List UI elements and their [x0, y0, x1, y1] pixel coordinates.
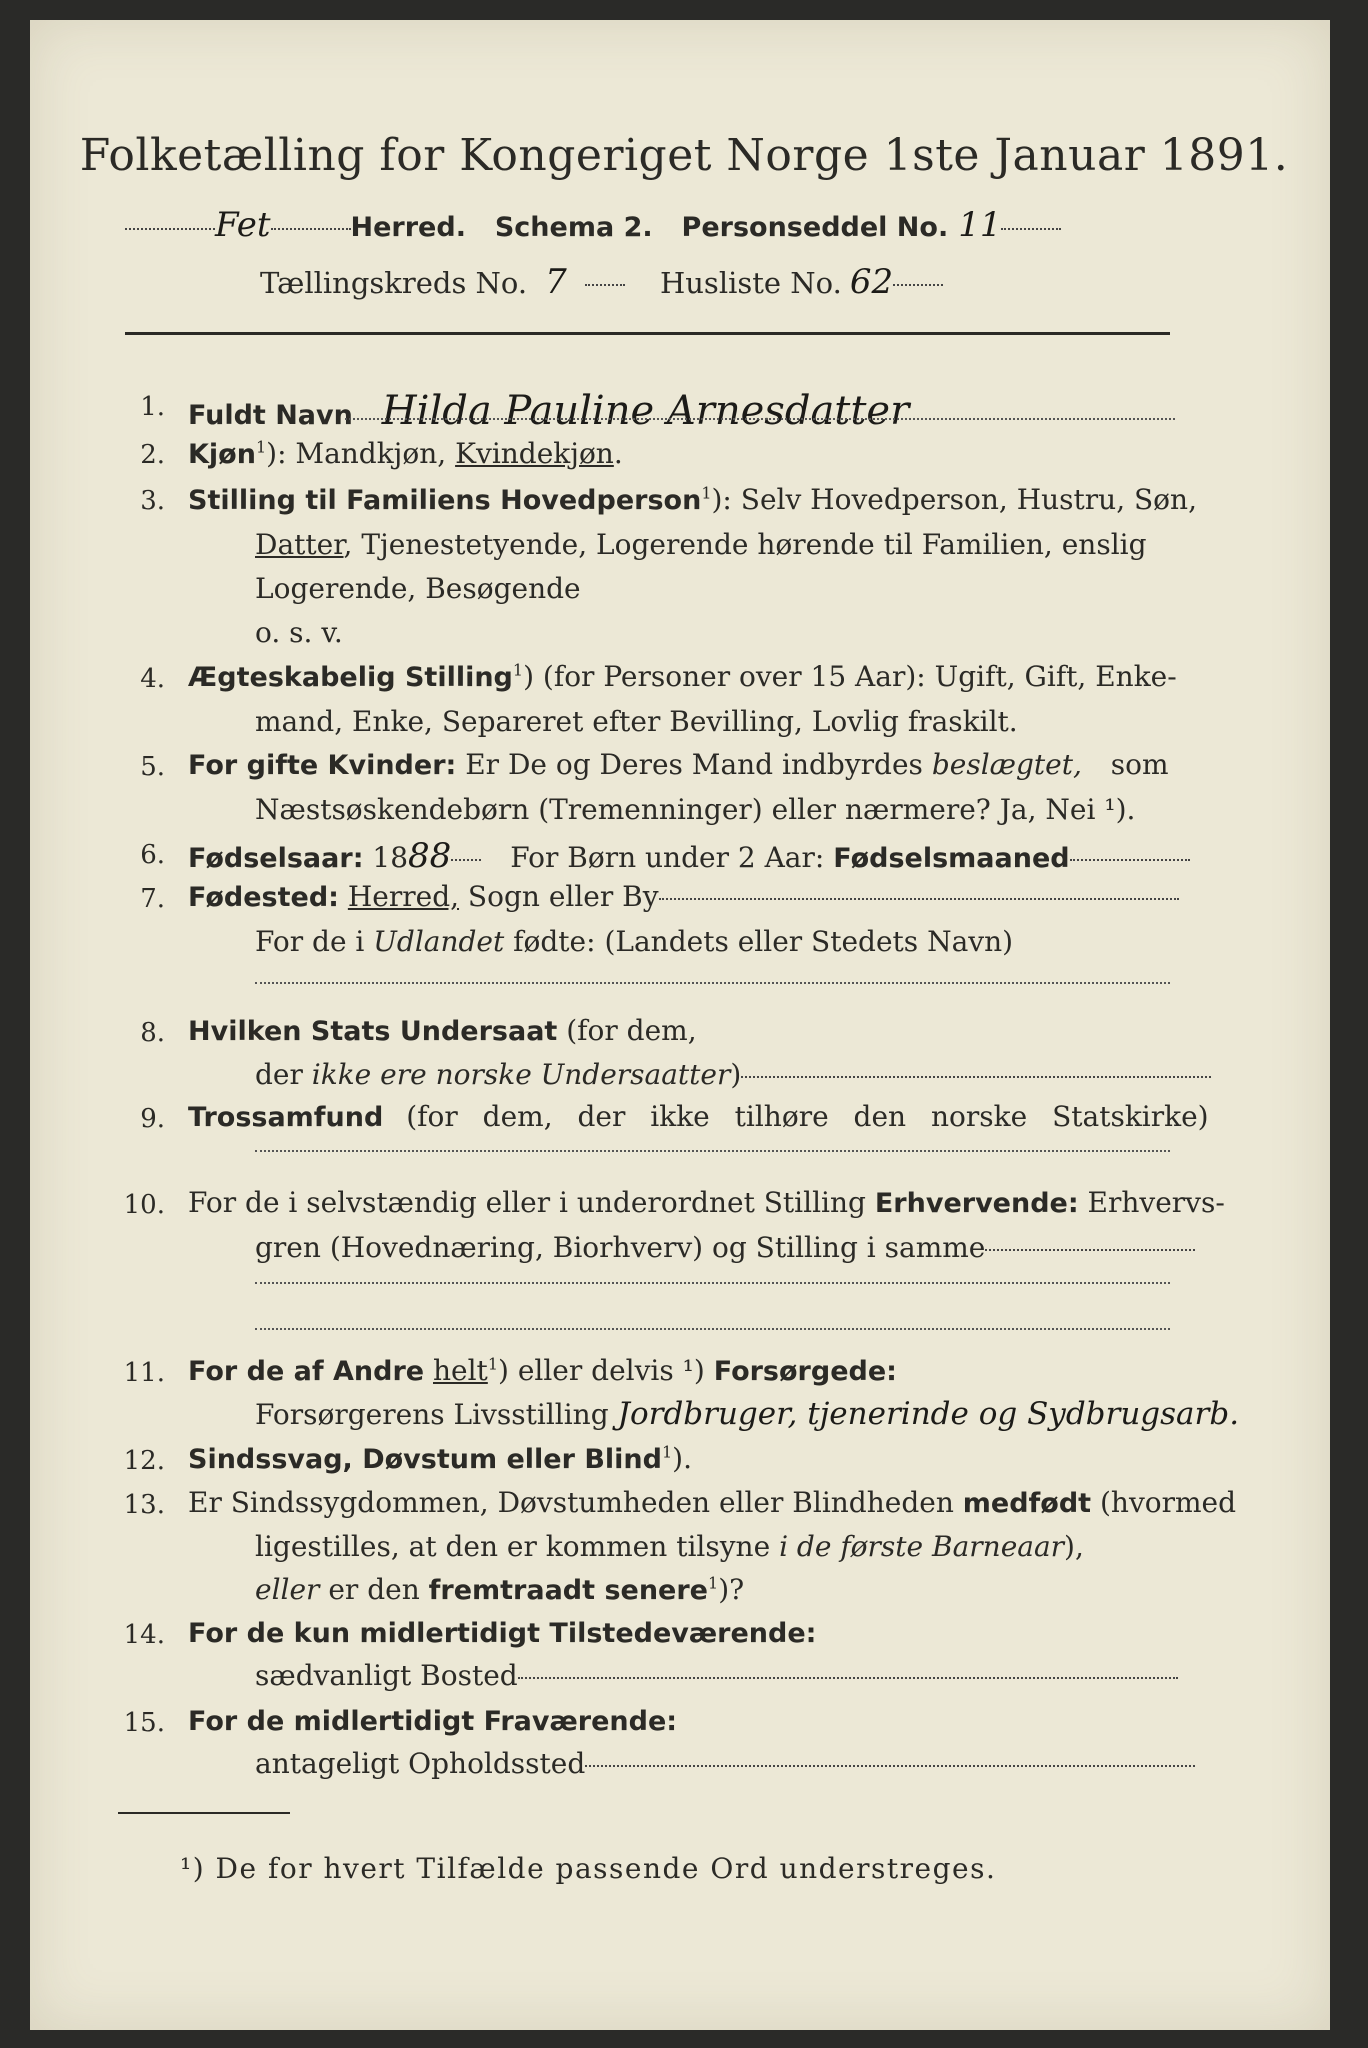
- header-line-2: [260, 262, 943, 302]
- fremtraadt-bold: fremtraadt senere: [428, 1575, 708, 1606]
- item-5-line-1: [188, 748, 1169, 781]
- item-7-line-1: [188, 880, 1179, 913]
- stilling-options-2: , Tjenestetyende, Logerende hørende til Familien, enslig: [343, 528, 1147, 561]
- undersaat-text: (for dem,: [566, 1014, 697, 1047]
- item-number: 15.: [123, 1708, 165, 1738]
- item-14-line-2: [255, 1659, 1178, 1692]
- barneaar-italic: i de første Barneaar: [779, 1530, 1065, 1563]
- fodselsaar-value: 88: [408, 836, 452, 876]
- erhverv-text-a: For de i selvstændig eller i underordnet Stilling: [188, 1186, 866, 1219]
- fravaerende-label: For de midlertidigt Fraværende:: [188, 1706, 678, 1737]
- erhverv-text-b: Erhvervs-: [1087, 1186, 1225, 1219]
- item-12: Sindssvag, Døvstum eller Blind$^1$).: [188, 1442, 692, 1475]
- item-number: 14.: [123, 1620, 165, 1650]
- item-11-line-2: [255, 1396, 1239, 1432]
- beslaegtet-text: beslægtet,: [931, 748, 1082, 781]
- item-8-line-1: [188, 1014, 697, 1047]
- item-number: 9.: [140, 1104, 165, 1134]
- item-15-line-1: [188, 1704, 677, 1737]
- dotted-leader: [659, 898, 1179, 900]
- udland-italic: Udlandet: [373, 925, 505, 958]
- herred-value: Fet: [215, 205, 271, 245]
- item-4-line-1: Ægteskabelig Stilling$^1$) (for Personer over 15 Aar): Ugift, Gift, Enke-: [188, 660, 1177, 693]
- gifte-kvinder-text: Er De og Deres Mand indbyrdes: [465, 748, 923, 781]
- dotted-line: [255, 1282, 1170, 1284]
- item-6: [188, 836, 1190, 876]
- undersaat-text-a: der: [255, 1058, 303, 1091]
- fodested-label: Fødested:: [188, 882, 339, 913]
- forsorgede-label-b: Forsørgede:: [713, 1356, 897, 1387]
- aegteskab-label: Ægteskabelig Stilling: [188, 662, 513, 693]
- taellingskreds-value: 7: [545, 262, 567, 302]
- item-2: Kjøn$^1$): Mandkjøn, Kvindekjøn.: [188, 437, 623, 470]
- item-11-line-1: For de af Andre helt$^1$) eller delvis ¹) Forsørgede:: [188, 1354, 897, 1387]
- item-number: 5.: [140, 752, 165, 782]
- item-13-line-1: [188, 1486, 1236, 1519]
- herred-label: Herred.: [350, 212, 466, 243]
- item-number: 3.: [140, 486, 165, 516]
- erhvervende-label: Erhvervende:: [874, 1188, 1079, 1219]
- item-3-line-3: Logerende, Besøgende: [255, 572, 581, 605]
- item-13-line-3: eller er den fremtraadt senere$^1$)?: [255, 1573, 745, 1606]
- livsstilling-label: Forsørgerens Livsstilling: [255, 1398, 609, 1431]
- item-number: 1.: [140, 392, 165, 422]
- footnote-divider: [118, 1812, 290, 1814]
- gifte-kvinder-end: som: [1110, 748, 1169, 781]
- erhverv-line-2: gren (Hovednæring, Biorhverv) og Stilling i samme: [255, 1231, 986, 1264]
- kjon-end: .: [613, 437, 623, 470]
- item-3-line-2: [255, 528, 1147, 561]
- husliste-label: Husliste No.: [659, 266, 842, 300]
- header-divider: [125, 332, 1170, 335]
- eller-italic: eller: [255, 1573, 320, 1606]
- item-8-line-2: [255, 1058, 1211, 1091]
- form-title: Folketælling for Kongeriget Norge 1ste Januar 1891.: [79, 130, 1289, 181]
- gifte-kvinder-label: For gifte Kvinder:: [188, 750, 457, 781]
- aegteskab-options: ) (for Personer over 15 Aar): Ugift, Gift, Enke-: [523, 660, 1177, 693]
- item-3-line-1: Stilling til Familiens Hovedperson$^1$): Selv Hovedperson, Hustru, Søn,: [188, 483, 1197, 516]
- tilsyne-end: ),: [1064, 1530, 1084, 1563]
- item-13-line-2: [255, 1530, 1084, 1563]
- taellingskreds-label: Tællingskreds No.: [260, 266, 528, 300]
- item-10-line-2: [255, 1231, 1195, 1264]
- opholdssted-label: antageligt Opholdssted: [255, 1747, 586, 1780]
- husliste-value: 62: [849, 262, 894, 302]
- item-1: [188, 388, 909, 434]
- medfodt-text-a: Er Sindssygdommen, Døvstumheden eller Blindheden: [188, 1486, 954, 1519]
- dotted-leader: [1070, 859, 1190, 861]
- dotted-line: [255, 1150, 1170, 1152]
- item-7-line-2: [255, 925, 1013, 958]
- tilsyne-text: ligestilles, at den er kommen tilsyne: [255, 1530, 771, 1563]
- fodested-selected: Herred,: [347, 880, 460, 913]
- personseddel-label: Personseddel No.: [681, 212, 949, 243]
- stilling-selected: Datter: [255, 528, 344, 561]
- undersaat-text-b: ): [730, 1058, 742, 1091]
- stilling-label: Stilling til Familiens Hovedperson: [188, 485, 702, 516]
- personseddel-value: 11: [958, 205, 1002, 245]
- sindssvag-end: ).: [672, 1442, 692, 1475]
- udland-text-a: For de i: [255, 925, 365, 958]
- dotted-leader: [518, 1677, 1178, 1679]
- item-5-line-2: Næstsøskendebørn (Tremenninger) eller nærmere? Ja, Nei ¹).: [255, 793, 1136, 826]
- dotted-leader: [585, 1765, 1195, 1767]
- header-line: [125, 205, 1061, 245]
- kjon-selected: Kvindekjøn: [455, 437, 614, 470]
- dotted-leader: [585, 284, 625, 286]
- dotted-line: [255, 1328, 1170, 1330]
- dotted-leader: [741, 1076, 1211, 1078]
- item-number: 10.: [123, 1190, 165, 1220]
- item-number: 13.: [123, 1490, 165, 1520]
- item-number: 2.: [140, 440, 165, 470]
- fuldt-navn-value: Hilda Pauline Arnesdatter: [381, 388, 910, 434]
- undersaat-label: Hvilken Stats Undersaat: [188, 1016, 558, 1047]
- dotted-line: [255, 982, 1170, 984]
- trossamfund-label: Trossamfund: [188, 1102, 384, 1133]
- item-9: [188, 1100, 1209, 1133]
- item-number: 4.: [140, 664, 165, 694]
- fuldt-navn-label: Fuldt Navn: [188, 400, 353, 431]
- forsorgede-label-a: For de af Andre: [188, 1356, 425, 1387]
- dotted-leader: [125, 228, 215, 230]
- schema-label: Schema 2.: [494, 212, 653, 243]
- item-14-line-1: [188, 1616, 816, 1649]
- udland-text-b: fødte: (Landets eller Stedets Navn): [513, 925, 1014, 958]
- fodselsaar-prefix: 18: [372, 841, 409, 874]
- fremtraadt-text: er den: [328, 1573, 420, 1606]
- item-number: 8.: [140, 1018, 165, 1048]
- livsstilling-value: Jordbruger, tjenerinde og Sydbrugsarb.: [617, 1396, 1240, 1432]
- item-number: 6.: [140, 840, 165, 870]
- fodested-options: Sogn eller By: [467, 880, 659, 913]
- kjon-label: Kjøn: [188, 439, 256, 470]
- item-number: 7.: [140, 884, 165, 914]
- item-4-line-2: mand, Enke, Separeret efter Bevilling, Lovlig fraskilt.: [255, 705, 1018, 738]
- bosted-label: sædvanligt Bosted: [255, 1659, 518, 1692]
- fremtraadt-end: )?: [718, 1573, 745, 1606]
- forsorgede-selected: helt: [433, 1354, 488, 1387]
- dotted-leader: [1001, 228, 1061, 230]
- trossamfund-text: (for dem, der ikke tilhøre den norske Statskirke): [406, 1100, 1209, 1133]
- dotted-leader: [985, 1249, 1195, 1251]
- item-number: 11.: [123, 1358, 165, 1388]
- undersaat-italic: ikke ere norske Undersaatter: [311, 1058, 731, 1091]
- medfodt-text-b: (hvormed: [1099, 1486, 1237, 1519]
- born-under-text: For Børn under 2 Aar:: [510, 841, 825, 874]
- dotted-leader: [451, 859, 481, 861]
- sindssvag-label: Sindssvag, Døvstum eller Blind: [188, 1444, 662, 1475]
- kjon-options: ): Mandkjøn,: [266, 437, 447, 470]
- dotted-line: [345, 418, 1175, 420]
- item-10-line-1: [188, 1186, 1225, 1219]
- forsorgede-text: ) eller delvis ¹): [498, 1354, 705, 1387]
- medfodt-bold: medfødt: [962, 1488, 1092, 1519]
- dotted-leader: [271, 228, 351, 230]
- item-number: 12.: [123, 1446, 165, 1476]
- footnote: ¹) De for hvert Tilfælde passende Ord understreges.: [180, 1852, 997, 1885]
- stilling-options: ): Selv Hovedperson, Hustru, Søn,: [711, 483, 1197, 516]
- dotted-leader: [893, 284, 943, 286]
- fodselsaar-label: Fødselsaar:: [188, 843, 364, 874]
- item-15-line-2: [255, 1747, 1195, 1780]
- tilstedevaerende-label: For de kun midlertidigt Tilstedeværende:: [188, 1618, 817, 1649]
- item-3-line-4: o. s. v.: [255, 616, 343, 649]
- fodselsmaaned-label: Fødselsmaaned: [833, 843, 1070, 874]
